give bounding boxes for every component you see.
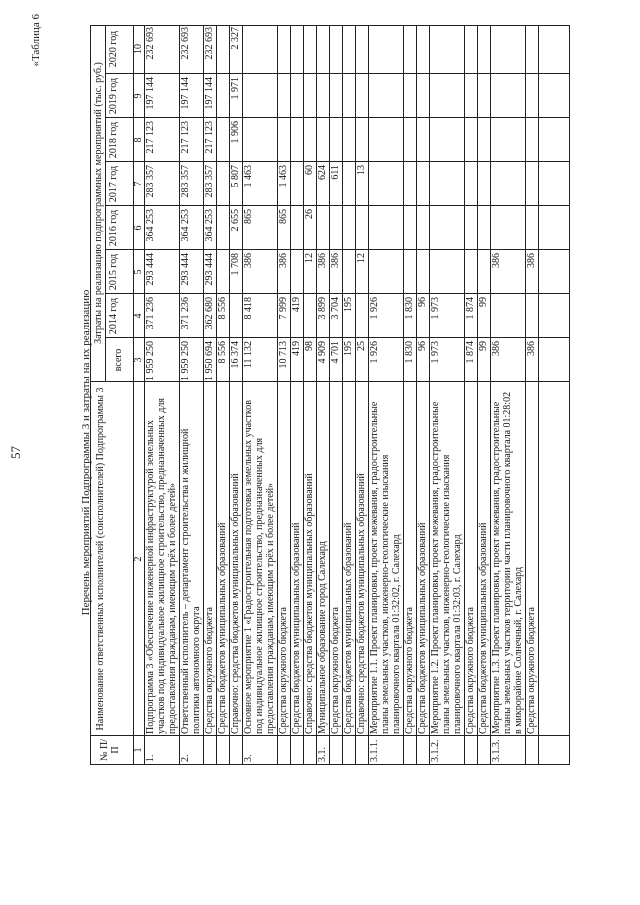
row-name-line: в микрорайоне Солнечный, г. Салехард xyxy=(513,566,524,734)
header-year: 2017 год xyxy=(108,165,119,203)
row-value: 1 874 xyxy=(465,341,476,364)
header-index: 4 xyxy=(133,313,144,319)
row-value: 364 253 xyxy=(145,209,156,242)
row-name-line: политики автономного округа xyxy=(191,606,202,734)
row-value: 25 xyxy=(356,341,367,351)
row-value: 8 556 xyxy=(217,341,228,364)
table-label: «Таблица 6 xyxy=(30,14,42,67)
row-value: 293 444 xyxy=(145,253,156,286)
row-number: 3.1.2. xyxy=(430,739,441,762)
row-value: 1 950 694 xyxy=(204,341,215,381)
column-divider xyxy=(105,205,569,206)
header-total: всего xyxy=(113,348,124,372)
row-value: 99 xyxy=(478,341,489,351)
column-divider xyxy=(105,161,569,162)
header-divider xyxy=(133,26,134,764)
row-value: 5 807 xyxy=(230,165,241,188)
row-number: 3.1.3. xyxy=(491,739,502,762)
row-value: 1 926 xyxy=(369,297,380,320)
row-name-line: Справочно: средства бюджетов муниципальных образований xyxy=(230,473,241,734)
row-name-line: планы земельных участков территории части планировочного квартала 01:28:02 xyxy=(502,391,513,734)
row-value: 232 693 xyxy=(204,27,215,60)
row-value: 386 xyxy=(491,341,502,356)
row-value: 98 xyxy=(304,341,315,351)
row-value: 11 132 xyxy=(243,341,254,369)
row-name-line: Средства бюджетов муниципальных образований xyxy=(217,522,228,734)
row-value: 10 713 xyxy=(278,341,289,369)
row-value: 419 xyxy=(291,297,302,312)
row-value: 12 xyxy=(304,253,315,263)
row-value: 232 693 xyxy=(180,27,191,60)
row-name-line: Основное мероприятие 1 «Градостроительная подготовка земельных участков xyxy=(243,400,254,734)
row-value: 96 xyxy=(417,341,428,351)
row-value: 1 959 250 xyxy=(180,341,191,381)
row-name-line: предоставления гражданам, имеющим трёх и более детей» xyxy=(265,482,276,734)
row-name-line: Мероприятие 1.2. Проект планировки, проект межевания, градостроительные xyxy=(430,401,441,734)
header-index: 10 xyxy=(133,44,144,54)
row-value: 197 144 xyxy=(204,77,215,110)
row-value: 1 926 xyxy=(369,341,380,364)
page-number: 57 xyxy=(8,446,23,459)
row-name-line: Подпрограмма 3 «Обеспечение инженерной инфраструктурой земельных xyxy=(145,420,156,734)
row-value: 232 693 xyxy=(145,27,156,60)
row-value: 386 xyxy=(491,253,502,268)
row-value: 283 357 xyxy=(180,165,191,198)
header-year: 2014 год xyxy=(108,297,119,335)
row-name-line: Мероприятие 1.3. Проект планировки, проект межевания, градостроительные xyxy=(491,401,502,734)
column-divider xyxy=(105,337,569,338)
row-number: 3. xyxy=(243,754,254,762)
row-value: 7 999 xyxy=(278,297,289,320)
row-value: 3 704 xyxy=(330,297,341,320)
row-value: 13 xyxy=(356,165,367,175)
row-value: 1 463 xyxy=(278,165,289,188)
header-index: 3 xyxy=(133,357,144,363)
row-value: 386 xyxy=(243,253,254,268)
row-value: 217 123 xyxy=(145,121,156,154)
row-value: 2 327 xyxy=(230,27,241,50)
row-value: 26 xyxy=(304,209,315,219)
header-year: 2019 год xyxy=(108,77,119,115)
row-value: 386 xyxy=(278,253,289,268)
row-value: 865 xyxy=(278,209,289,224)
header-year: 2018 год xyxy=(108,121,119,159)
row-value: 1 830 xyxy=(404,341,415,364)
row-name-line: Средства бюджетов муниципальных образований xyxy=(417,522,428,734)
row-value: 12 xyxy=(356,253,367,263)
row-value: 1 971 xyxy=(230,77,241,100)
row-value: 283 357 xyxy=(204,165,215,198)
row-value: 283 357 xyxy=(145,165,156,198)
row-value: 364 253 xyxy=(204,209,215,242)
header-index: 9 xyxy=(133,93,144,99)
row-name-line: Мероприятие 1.1. Проект планировки, проект межевания, градостроительные xyxy=(369,401,380,734)
row-value: 362 680 xyxy=(204,297,215,330)
row-value: 293 444 xyxy=(204,253,215,286)
row-value: 3 899 xyxy=(317,297,328,320)
row-value: 419 xyxy=(291,341,302,356)
column-divider xyxy=(105,249,569,250)
row-name-line: планировочного квартала 01:32:02, г. Салехард xyxy=(391,534,402,734)
table-caption: Перечень мероприятий Подпрограммы 3 и затраты на их реализацию xyxy=(80,289,92,616)
row-value: 8 418 xyxy=(243,297,254,320)
row-value: 371 236 xyxy=(180,297,191,330)
row-number: 1. xyxy=(145,754,156,762)
row-name-line: Ответственный исполнитель – департамент строительства и жилищной xyxy=(180,428,191,734)
row-value: 386 xyxy=(526,341,537,356)
row-value: 99 xyxy=(478,297,489,307)
row-number: 3.1.1. xyxy=(369,739,380,762)
header-index: 8 xyxy=(133,137,144,143)
row-value: 611 xyxy=(330,165,341,180)
row-name-line: Средства окружного бюджета xyxy=(204,607,215,734)
row-name-line: Справочно: средства бюджетов муниципальных образований xyxy=(356,473,367,734)
row-value: 217 123 xyxy=(204,121,215,154)
row-value: 293 444 xyxy=(180,253,191,286)
row-value: 364 253 xyxy=(180,209,191,242)
row-value: 386 xyxy=(526,253,537,268)
row-value: 217 123 xyxy=(180,121,191,154)
row-value: 386 xyxy=(317,253,328,268)
header-index: 2 xyxy=(133,556,144,562)
header-costs: Затраты на реализацию подпрограммных мероприятий (тыс. руб.) xyxy=(93,62,104,344)
row-value: 865 xyxy=(243,209,254,224)
row-name-line: предоставления гражданам, имеющим трёх и более детей» xyxy=(167,482,178,734)
row-name-line: планы земельных участков, инженерно-геологические изыскания xyxy=(441,454,452,734)
row-value: 1 874 xyxy=(465,297,476,320)
header-index: 6 xyxy=(133,225,144,231)
row-value: 4 701 xyxy=(330,341,341,364)
row-value: 1 463 xyxy=(243,165,254,188)
row-value: 1 708 xyxy=(230,253,241,276)
row-value: 96 xyxy=(417,297,428,307)
row-name-line: планы земельных участков, инженерно-геологические изыскания xyxy=(380,454,391,734)
header-no: № П/П xyxy=(99,738,121,762)
column-divider xyxy=(91,735,569,736)
header-name: Наименование ответственных исполнителей (соисполнителей) Подпрограммы 3 xyxy=(95,387,106,731)
row-value: 1 973 xyxy=(430,297,441,320)
row-name-line: Муниципальное образование город Салехард xyxy=(317,541,328,734)
row-name-line: Средства окружного бюджета xyxy=(526,607,537,734)
row-value: 1 959 250 xyxy=(145,341,156,381)
column-divider xyxy=(105,73,569,74)
row-divider xyxy=(538,26,539,764)
row-name-line: Средства бюджетов муниципальных образований xyxy=(343,522,354,734)
row-value: 371 236 xyxy=(145,297,156,330)
header-divider xyxy=(105,26,106,382)
row-value: 2 655 xyxy=(230,209,241,232)
header-index: 7 xyxy=(133,181,144,187)
column-divider xyxy=(105,117,569,118)
costs-table xyxy=(90,25,570,765)
row-value: 8 556 xyxy=(217,297,228,320)
row-value: 60 xyxy=(304,165,315,175)
row-value: 1 906 xyxy=(230,121,241,144)
header-year: 2015 год xyxy=(108,253,119,291)
column-divider xyxy=(91,381,569,382)
row-value: 4 909 xyxy=(317,341,328,364)
row-value: 195 xyxy=(343,341,354,356)
header-index: 5 xyxy=(133,269,144,275)
header-index: 1 xyxy=(133,747,144,753)
row-value: 386 xyxy=(330,253,341,268)
row-name-line: Справочно: средства бюджетов муниципальных образований xyxy=(304,473,315,734)
row-name-line: Средства окружного бюджета xyxy=(278,607,289,734)
row-number: 3.1. xyxy=(317,747,328,762)
row-value: 16 374 xyxy=(230,341,241,369)
row-name-line: Средства окружного бюджета xyxy=(330,607,341,734)
header-year: 2020 год xyxy=(108,30,119,68)
column-divider xyxy=(105,293,569,294)
row-value: 624 xyxy=(317,165,328,180)
row-name-line: Средства окружного бюджета xyxy=(404,607,415,734)
row-value: 195 xyxy=(343,297,354,312)
row-name-line: Средства бюджетов муниципальных образований xyxy=(478,522,489,734)
row-value: 197 144 xyxy=(145,77,156,110)
row-name-line: Средства бюджетов муниципальных образований xyxy=(291,522,302,734)
row-number: 2. xyxy=(180,754,191,762)
row-value: 1 973 xyxy=(430,341,441,364)
row-name-line: под индивидуальное жилищное строительство, предназначенных для xyxy=(254,437,265,734)
row-name-line: участков под индивидуальное жилищное строительство, предназначенных для xyxy=(156,398,167,734)
header-year: 2016 год xyxy=(108,209,119,247)
row-value: 197 144 xyxy=(180,77,191,110)
row-name-line: Средства окружного бюджета xyxy=(465,607,476,734)
row-name-line: планировочного квартала 01:32:03, г. Салехард xyxy=(452,534,463,734)
row-value: 1 830 xyxy=(404,297,415,320)
